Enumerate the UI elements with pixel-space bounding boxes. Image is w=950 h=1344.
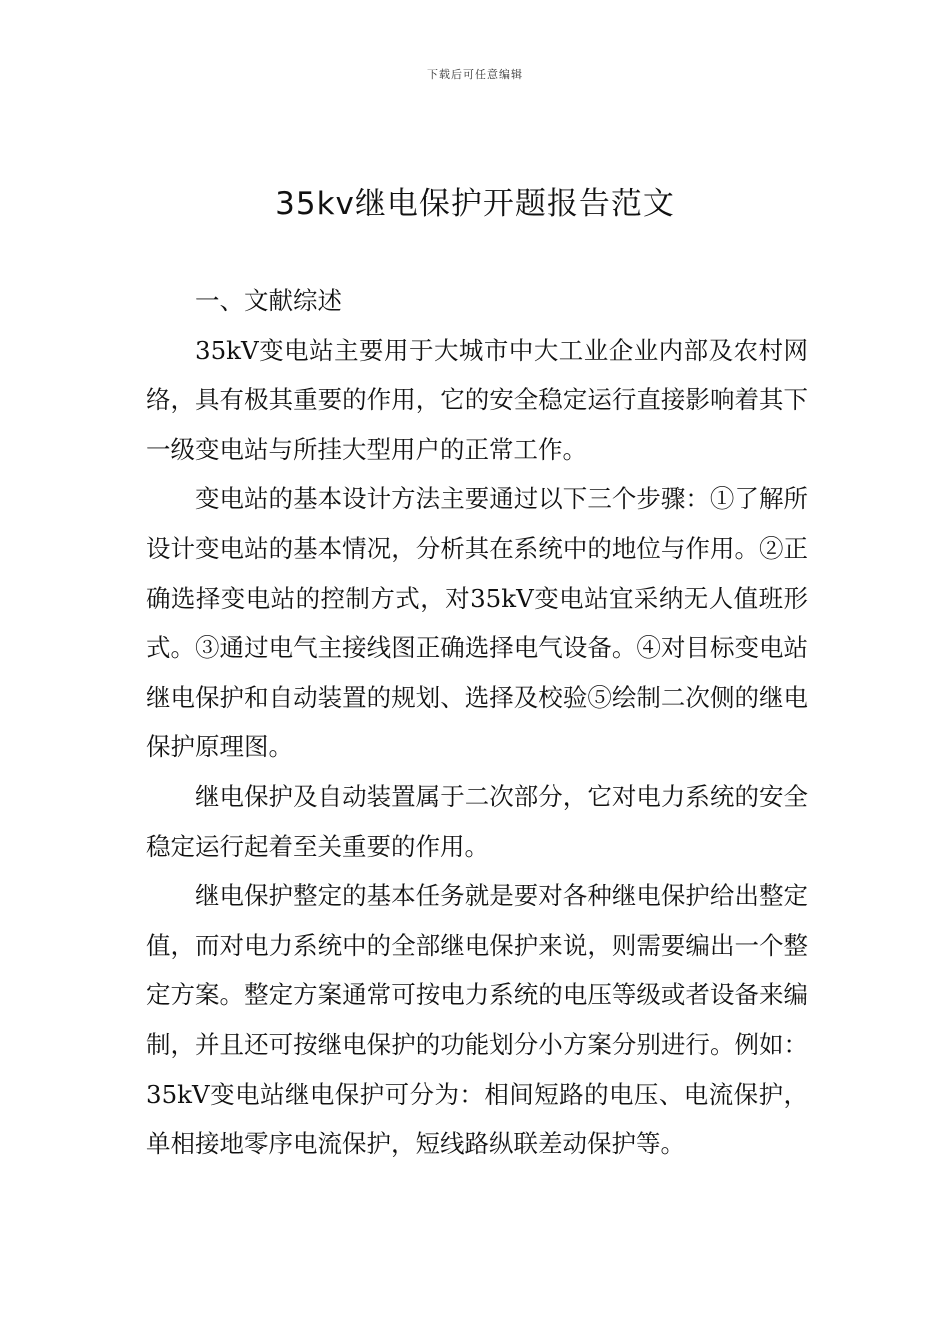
page-title: 35kv继电保护开题报告范文 [275, 186, 675, 222]
paragraph: 35kV变电站主要用于大城市中大工业企业内部及农村网络，具有极其重要的作用，它的安全稳定运行直接影响着其下一级变电站与所挂大型用户的正常工作。 [146, 335, 808, 464]
paragraph: 继电保护及自动装置属于二次部分，它对电力系统的安全稳定运行起着至关重要的作用。 [146, 781, 808, 861]
paragraph: 继电保护整定的基本任务就是要对各种继电保护给出整定值，而对电力系统中的全部继电保护来说，则需要编出一个整定方案。整定方案通常可按电力系统的电压等级或者设备来编制，并且还可按继电保护的功能划分小方案分别进行。例如：35kV变电站继电保护可分为：相间短路的电压、电流保护，单相接地零序电流保护，短线路纵联差动保护等。 [146, 881, 808, 1159]
section-heading: 一、文献综述 [195, 286, 342, 315]
paragraph: 变电站的基本设计方法主要通过以下三个步骤：①了解所设计变电站的基本情况，分析其在系统中的地位与作用。②正确选择变电站的控制方式，对35kV变电站宜采纳无人值班形式。③通过电气主接线图正确选择电气设备。④对目标变电站继电保护和自动装置的规划、选择及校验⑤绘制二次侧的继电保护原理图。 [146, 484, 808, 762]
header-note: 下载后可任意编辑 [427, 68, 523, 81]
document-body [146, 276, 808, 1169]
